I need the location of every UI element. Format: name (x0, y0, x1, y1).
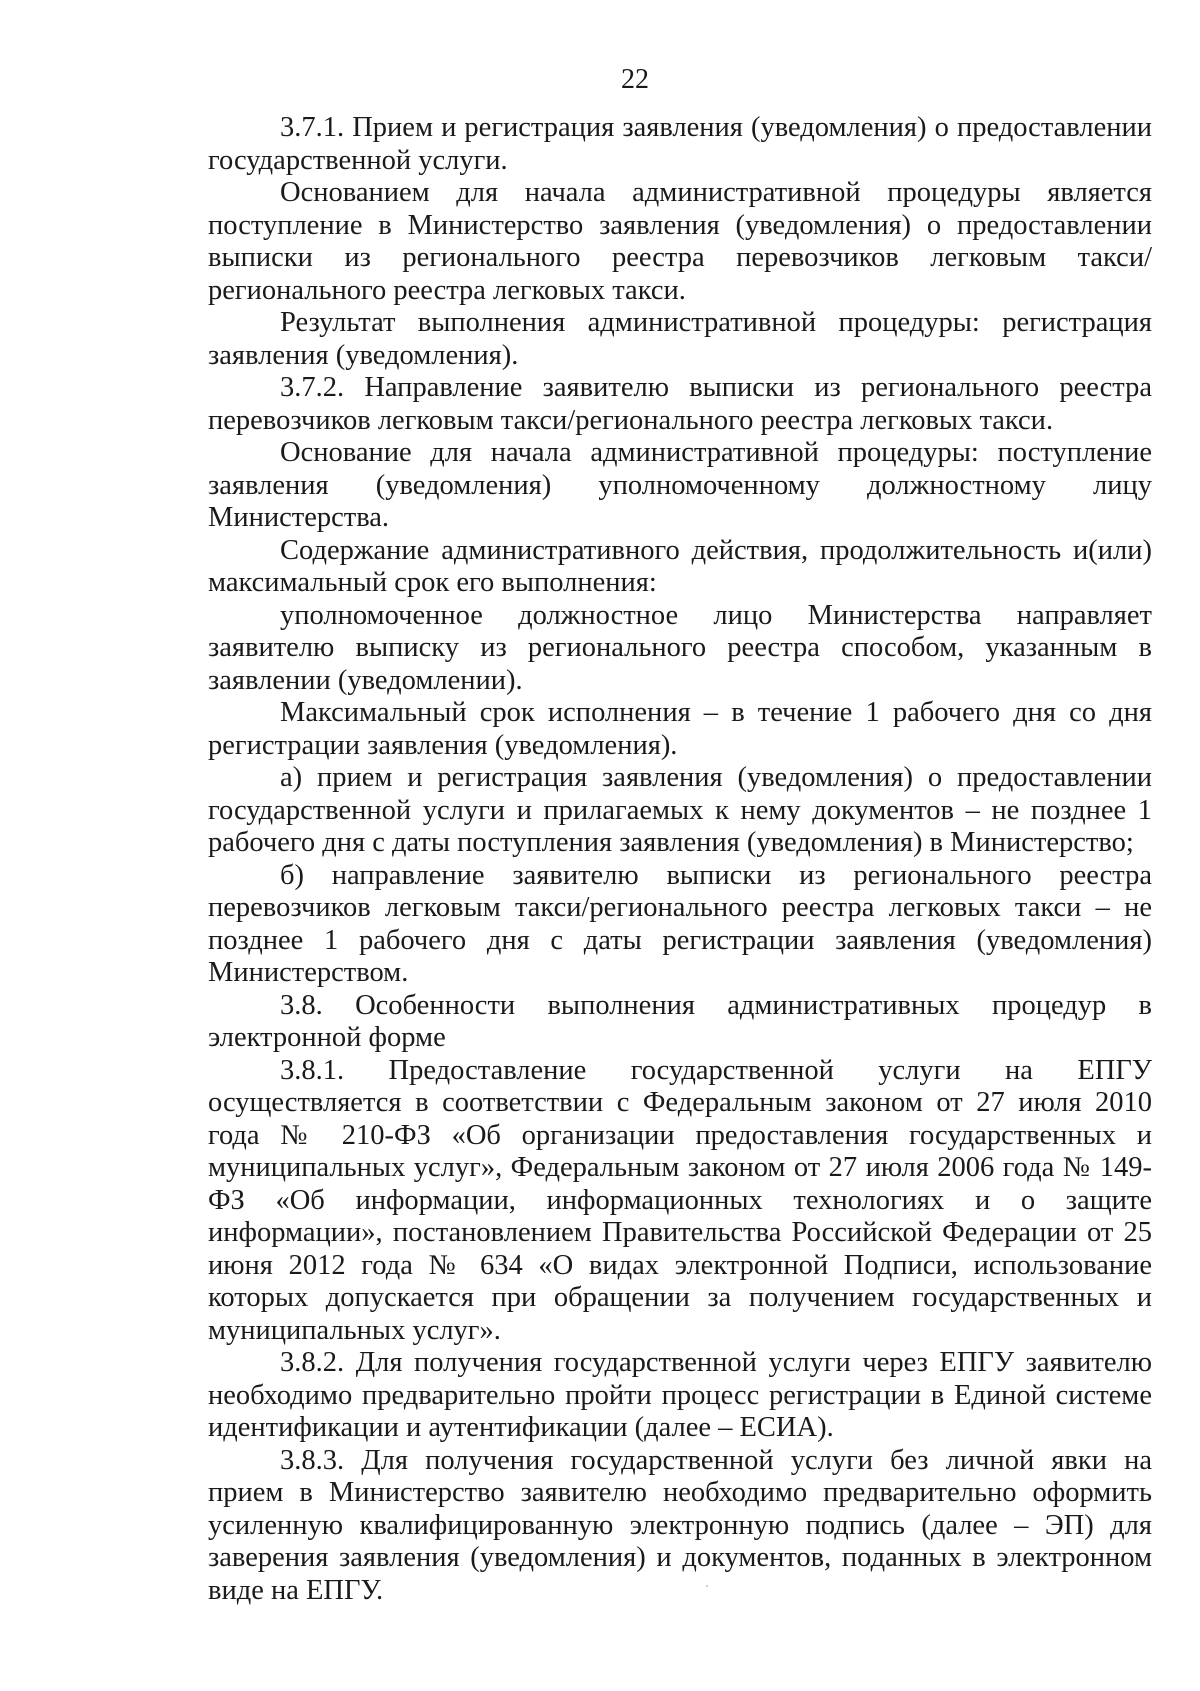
paragraph-result: Результат выполнения административной процедуры: регистрация заявления (уведомления). (208, 307, 1152, 371)
paragraph-official: уполномоченное должностное лицо Министерства направляет заявителю выписку из регионального реестра способом, указанным в заявлении (уведомлении). (208, 599, 1152, 696)
paragraph-max-term: Максимальный срок исполнения – в течение 1 рабочего дня со дня регистрации заявления (уведомления). (208, 697, 1152, 761)
paragraph-3-7-2: 3.7.2. Направление заявителю выписки из регионального реестра перевозчиков легковым такси/регионального реестра легковых такси. (208, 372, 1152, 436)
paragraph-content: Содержание административного действия, продолжительность и(или) максимальный срок его выполнения: (208, 534, 1152, 598)
paragraph-basis-start: Основание для начала административной процедуры: поступление заявления (уведомления) уполномоченному должностному лицу Министерства. (208, 437, 1152, 533)
page-number: 22 (621, 64, 649, 95)
paragraph-3-8: 3.8. Особенности выполнения административных процедур в электронной форме (208, 989, 1152, 1053)
paragraph-3-7-1: 3.7.1. Прием и регистрация заявления (уведомления) о предоставлении государственной услуги. (208, 112, 1152, 176)
paragraph-item-a: а) прием и регистрация заявления (уведомления) о предоставлении государственной услуги и прилагаемых к нему документов – не позднее 1 рабочего дня с даты поступления заявления (уведомления) в Министерство; (208, 762, 1152, 858)
paragraph-item-b: б) направление заявителю выписки из регионального реестра перевозчиков легковым такси/регионального реестра легковых такси – не позднее 1 рабочего дня с даты регистрации заявления (уведомления) Министерством. (208, 859, 1152, 988)
scan-speck (706, 1585, 708, 1587)
paragraph-3-8-1: 3.8.1. Предоставление государственной услуги на ЕПГУ осуществляется в соответствии с Федеральным законом от 27 июля 2010 года № 210-ФЗ «Об организации предоставления государственных и муниципальных услуг», Федеральным законом от 27 июля 2006 года № 149-ФЗ «Об информации, информационных технологиях и о защите информации», постановлением Правительства Российской Федерации от 25 июня 2012 года № 634 «О видах электронной Подписи, использование которых допускается при обращении за получением государственных и муниципальных услуг». (208, 1054, 1152, 1346)
paragraph-3-8-3: 3.8.3. Для получения государственной услуги без личной явки на прием в Министерство заявителю необходимо предварительно оформить усиленную квалифицированную электронную подпись (далее – ЭП) для заверения заявления (уведомления) и документов, поданных в электронном виде на ЕПГУ. (208, 1444, 1152, 1606)
paragraph-3-8-2: 3.8.2. Для получения государственной услуги через ЕПГУ заявителю необходимо предварительно пройти процесс регистрации в Единой системе идентификации и аутентификации (далее – ЕСИА). (208, 1347, 1152, 1443)
paragraph-basis: Основанием для начала административной процедуры является поступление в Министерство заявления (уведомления) о предоставлении выписки из регионального реестра перевозчиков легковым такси/регионального реестра легковых такси. (208, 177, 1152, 306)
document-body (208, 112, 1152, 1607)
